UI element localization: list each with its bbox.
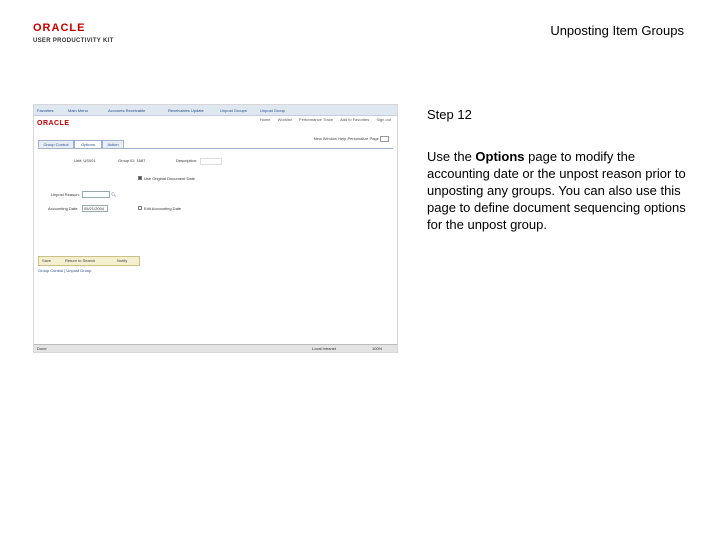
browser-status-bar bbox=[34, 344, 397, 352]
step-title: Step 12 bbox=[427, 107, 472, 122]
accounting-date-value: 05/21/2004 bbox=[84, 206, 105, 211]
page-links[interactable]: New Window Help Personalize Page bbox=[313, 136, 379, 142]
oracle-upk-logo bbox=[33, 23, 123, 47]
top-links bbox=[254, 117, 391, 122]
new-window-icon[interactable] bbox=[380, 136, 389, 142]
nav-item-favorites[interactable]: Favorites bbox=[37, 108, 54, 113]
edit-acct-date-label: Edit Accounting Date bbox=[144, 206, 182, 211]
nav-item-main-menu[interactable]: Main Menu bbox=[68, 108, 88, 113]
logo-brand: ORACLE bbox=[33, 22, 86, 34]
breadcrumb-nav bbox=[34, 105, 397, 116]
accounting-date-label: Accounting Date: bbox=[48, 206, 79, 211]
step-screenshot bbox=[33, 104, 398, 353]
use-orig-date-checkbox[interactable] bbox=[138, 176, 142, 180]
nav-item-unpost-groups[interactable]: Unpost Groups bbox=[220, 108, 247, 113]
lookup-icon[interactable]: 🔍︎ bbox=[111, 192, 117, 197]
unpost-reason-input[interactable] bbox=[82, 191, 110, 198]
app-brand: ORACLE bbox=[37, 120, 70, 127]
document-title: Unposting Item Groups bbox=[550, 23, 684, 38]
unit-label: Unit: US001 bbox=[74, 158, 96, 163]
footer-links[interactable]: Group Control | Unpost Group bbox=[38, 268, 92, 273]
link-add-favorites[interactable]: Add to Favorites bbox=[340, 117, 370, 122]
nav-item-accounts-receivable[interactable]: Accounts Receivable bbox=[108, 108, 146, 113]
tab-group-control[interactable]: Group Control bbox=[38, 140, 74, 148]
link-home[interactable]: Home bbox=[259, 117, 271, 122]
tab-action[interactable]: Action bbox=[102, 140, 124, 148]
link-performance-trace[interactable]: Performance Trace bbox=[298, 117, 333, 122]
link-sign-out[interactable]: Sign out bbox=[376, 117, 391, 122]
return-to-search-button[interactable]: Return to Search bbox=[65, 258, 96, 263]
link-worklist[interactable]: Worklist bbox=[277, 117, 292, 122]
logo-kit: USER PRODUCTIVITY KIT bbox=[33, 38, 114, 44]
tab-divider bbox=[38, 148, 393, 149]
save-button[interactable]: Save bbox=[42, 258, 52, 263]
step-body-suffix: page to modify the accounting date or the unpost reason prior to unposting any groups. You can also use this page to define document sequencing options for the unpost group. bbox=[427, 149, 686, 232]
step-body-prefix: Use the bbox=[427, 149, 476, 164]
edit-acct-date-checkbox[interactable] bbox=[138, 206, 142, 210]
step-body-bold: Options bbox=[475, 149, 525, 164]
status-zoom[interactable]: 100% bbox=[372, 346, 383, 351]
toolbar bbox=[38, 256, 140, 266]
description-label: Description: bbox=[176, 158, 198, 163]
page-link-row bbox=[314, 136, 389, 142]
use-orig-date-label: Use Original Document Date bbox=[144, 176, 195, 181]
tab-options[interactable]: Options bbox=[74, 140, 102, 148]
unpost-reason-label: Unpost Reason: bbox=[51, 192, 80, 197]
status-text: Done bbox=[37, 346, 47, 351]
group-id-label: Group ID: 1687 bbox=[118, 158, 146, 163]
nav-item-unpost-group[interactable]: Unpost Group bbox=[260, 108, 285, 113]
nav-item-receivables-update[interactable]: Receivables Update bbox=[168, 108, 204, 113]
status-zone: Local intranet bbox=[312, 346, 337, 351]
step-instructions bbox=[427, 148, 692, 233]
description-value bbox=[200, 158, 222, 165]
accounting-date-input[interactable] bbox=[82, 205, 108, 212]
notify-button[interactable]: Notify bbox=[117, 258, 128, 263]
